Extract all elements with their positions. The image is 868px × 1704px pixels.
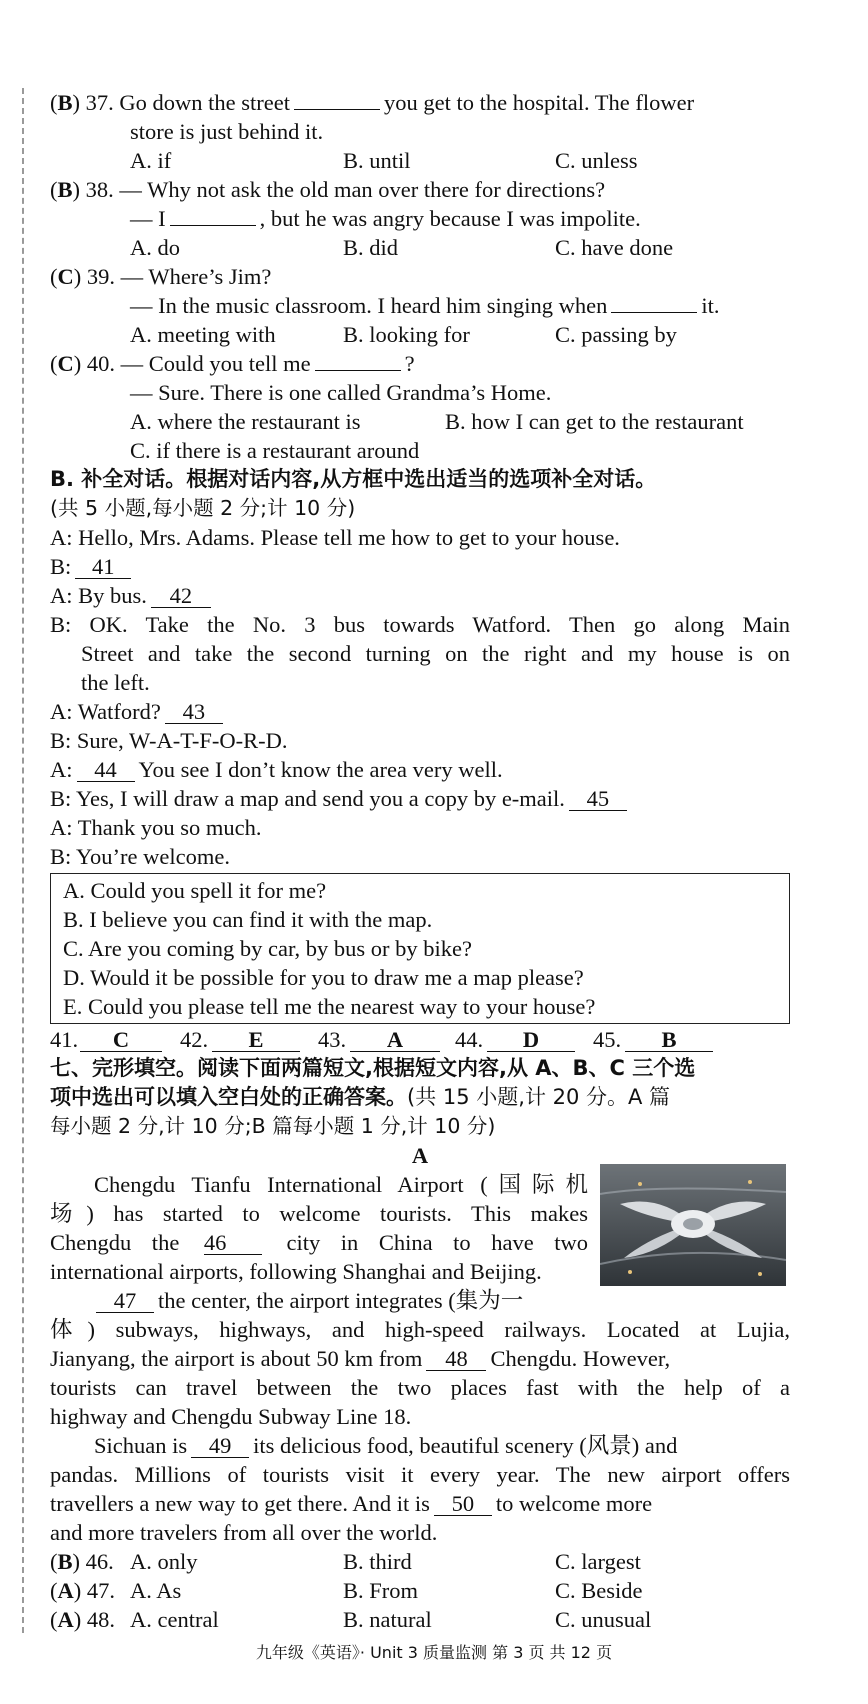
q40-options-ab [50,407,790,436]
passage-a-title: A [411,1143,429,1168]
binding-dash-line [22,88,24,1633]
options-box [50,873,790,1024]
q40-line2: — Sure. There is one called Grandma’s Home. [130,380,552,405]
answer-41: C [80,1029,162,1052]
q46-row: (B) 46. A. only B. third C. largest [50,1549,641,1574]
dialogue-line-5: Street and take the second turning on the right and my house is on [81,641,790,666]
passage-line-2: 场) has started to welcome tourists. This makes [50,1201,588,1226]
dialogue-line-3: A: By bus. 42 [50,581,790,610]
passage-line-3: Chengdu the 46 city in China to have two [50,1230,589,1255]
box-option-c: C. Are you coming by car, by bus or by bike? [63,936,473,961]
q46-option-c: C. largest [555,1549,641,1574]
q47-option-c: C. Beside [555,1578,643,1603]
q47-option-b: B. From [343,1578,419,1603]
passage-line-11: pandas. Millions of tourists visit it every year. The new airport offers [50,1462,790,1487]
q39-options [50,320,790,349]
part-b-subheading: (共 5 小题,每小题 2 分;计 10 分) [50,496,356,520]
q39-option-a: A. meeting with [130,322,276,347]
q48-row: (A) 48. A. central B. natural C. unusual [50,1607,652,1632]
exam-page [50,88,790,1634]
box-option-b: B. I believe you can find it with the map. [63,907,433,932]
passage-line-9: highway and Chengdu Subway Line 18. [50,1404,412,1429]
q37-stem-cont: store is just behind it. [130,119,324,144]
box-option-d: D. Would it be possible for you to draw me a map please? [63,965,584,990]
blank-42: 42 [151,585,211,608]
part-b-heading: B. 补全对话。根据对话内容,从方框中选出适当的选项补全对话。 [50,467,657,491]
q40-option-a: A. where the restaurant is [130,409,361,434]
passage-line-1: Chengdu Tianfu International Airport (国际机 [94,1172,588,1197]
blank-48: 48 [426,1348,486,1371]
q40-blank [315,350,401,371]
passage-line-6: 体) subways, highways, and high-speed railways. Located at Lujia, [50,1317,790,1342]
q40-answer: C [57,351,74,376]
airport-photo [600,1164,786,1286]
dialogue-line-2: B: 41 [50,552,790,581]
blank-41: 41 [75,556,131,579]
dialogue-line-6: the left. [81,670,150,695]
dialogue-line-12: B: You’re welcome. [50,844,230,869]
q39-answer: C [57,264,74,289]
passage-line-4: international airports, following Shanghai and Beijing. [50,1259,542,1284]
answer-42: E [212,1029,300,1052]
dialogue-line-7: A: Watford? 43 [50,697,790,726]
answer-44: D [487,1029,575,1052]
q40-option-b: B. how I can get to the restaurant [445,409,744,434]
passage-line-5: 47 the center, the airport integrates (集为一 [50,1286,790,1315]
passage-line-8: tourists can travel between the two places fast with the help of a [50,1375,790,1400]
q40-stem: (C) 40. — Could you tell me ? [50,351,415,376]
q39-line2: — In the music classroom. I heard him singing when it. [130,293,720,318]
dialogue-line-8: B: Sure, W-A-T-F-O-R-D. [50,728,288,753]
box-option-e: E. Could you please tell me the nearest way to your house? [63,994,596,1019]
q38-option-c: C. have done [555,235,674,260]
q46-option-b: B. third [343,1549,412,1574]
page-footer: 九年级《英语》· Unit 3 质量监测 第 3 页 共 12 页 [255,1643,613,1662]
q39-option-c: C. passing by [555,322,677,347]
answers-row: 41. C 42. E 43. A 44. D 45. B [50,1025,790,1054]
blank-45: 45 [569,788,627,811]
section7-heading-2: 项中选出可以填入空白处的正确答案。(共 15 小题,计 20 分。A 篇 [50,1085,671,1109]
passage-line-7: Jianyang, the airport is about 50 km from 48 Chengdu. However, [50,1346,671,1371]
q38-blank [170,205,256,226]
passage-line-10: Sichuan is 49 its delicious food, beautiful scenery (风景) and [94,1433,678,1458]
q39-option-b: B. looking for [343,322,470,347]
q38-option-b: B. did [343,235,399,260]
dialogue-line-11: A: Thank you so much. [50,815,262,840]
q38-option-a: A. do [130,235,180,260]
q37-option-a: A. if [130,148,172,173]
dialogue-line-1: A: Hello, Mrs. Adams. Please tell me how to get to your house. [50,525,620,550]
blank-47: 47 [96,1290,154,1313]
airport-aerial-illustration [600,1164,786,1286]
q47-answer: A [57,1578,74,1603]
q46-option-a: A. only [130,1549,198,1574]
q38-options [50,233,790,262]
box-option-a: A. Could you spell it for me? [63,878,327,903]
q46-answer: B [57,1549,73,1574]
q37-options [50,146,790,175]
q37-answer: B [57,90,73,115]
q48-option-c: C. unusual [555,1607,652,1632]
q38-stem: (B) 38. — Why not ask the old man over there for directions? [50,177,606,202]
dialogue-line-4: B: OK. Take the No. 3 bus towards Watford. Then go along Main [50,612,790,637]
q48-option-a: A. central [130,1607,219,1632]
blank-43: 43 [165,701,223,724]
dialogue-line-9: A: 44 You see I don’t know the area very well. [50,757,503,782]
q39-blank [611,292,697,313]
answer-43: A [350,1029,440,1052]
passage-line-12: travellers a new way to get there. And it is 50 to welcome more [50,1491,653,1516]
q47-row: (A) 47. A. As B. From C. Beside [50,1578,643,1603]
passage-line-13: and more travelers from all over the world. [50,1520,438,1545]
section7-heading-3: 每小题 2 分,计 10 分;B 篇每小题 1 分,计 10 分) [50,1114,496,1138]
blank-46: 46 [204,1232,262,1255]
q39-stem: (C) 39. — Where’s Jim? [50,264,272,289]
blank-50: 50 [434,1493,492,1516]
dialogue-line-10: B: Yes, I will draw a map and send you a copy by e-mail. 45 [50,784,790,813]
blank-49: 49 [191,1435,249,1458]
q38-line2: — I , but he was angry because I was impolite. [130,206,641,231]
q37-blank [294,89,380,110]
answer-45: B [625,1029,713,1052]
q48-answer: A [57,1607,74,1632]
q37-option-b: B. until [343,148,411,173]
q40-option-c: C. if there is a restaurant around [130,438,420,463]
q47-option-a: A. As [130,1578,182,1603]
q38-answer: B [57,177,73,202]
q37-option-c: C. unless [555,148,638,173]
q37-stem: (B) 37. Go down the street you get to the hospital. The flower [50,90,695,115]
q48-option-b: B. natural [343,1607,432,1632]
blank-44: 44 [77,759,135,782]
section7-heading-1: 七、完形填空。阅读下面两篇短文,根据短文内容,从 A、B、C 三个选 [50,1056,696,1080]
